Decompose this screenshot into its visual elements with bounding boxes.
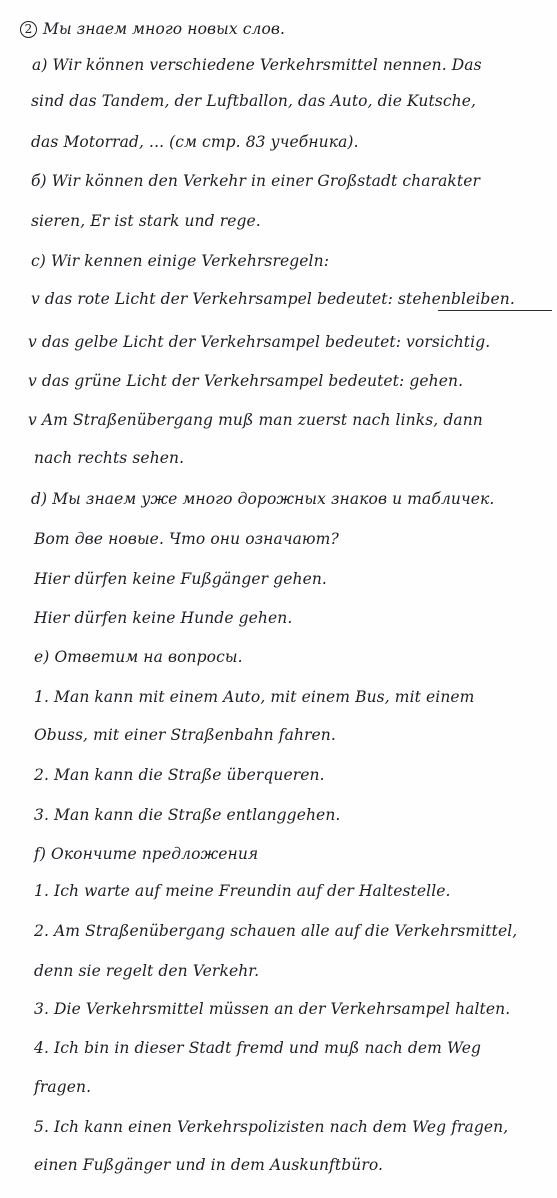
text-line-2: sind das Tandem, der Luftballon, das Auto, die Kutsche, [31, 92, 476, 110]
text-line-6: c) Wir kennen einige Verkehrsregeln: [31, 252, 330, 270]
text-line-29: einen Fußgänger und in dem Auskunftbüro. [34, 1156, 384, 1174]
text-line-17: 1. Man kann mit einem Auto, mit einem Bus, mit einem [34, 688, 475, 706]
text-line-13: Вот две новые. Что они означают? [34, 530, 339, 548]
text-line-28: 5. Ich kann einen Verkehrspolizisten nach dem Weg fragen, [34, 1118, 509, 1136]
text-line-1: a) Wir können verschiedene Verkehrsmittel nennen. Das [32, 56, 482, 74]
text-line-26: 4. Ich bin in dieser Stadt fremd und muß nach dem Weg [34, 1039, 482, 1057]
text-line-24: denn sie regelt den Verkehr. [34, 962, 260, 980]
text-line-3: das Motorrad, ... (см стр. 83 учебника). [31, 133, 359, 151]
text-line-21: f) Окончите предложения [34, 845, 259, 863]
text-line-8: v das gelbe Licht der Verkehrsampel bedeutet: vorsichtig. [28, 333, 491, 351]
heading-text: Мы знаем много новых слов. [43, 20, 286, 38]
circled-number: 2 [20, 21, 37, 38]
text-line-5: sieren, Er ist stark und rege. [31, 212, 261, 230]
text-line-20: 3. Man kann die Straße entlanggehen. [34, 806, 341, 824]
text-line-12: d) Мы знаем уже много дорожных знаков и табличек. [31, 490, 495, 508]
text-line-4: б) Wir können den Verkehr in einer Großstadt charakter [31, 172, 481, 190]
text-line-22: 1. Ich warte auf meine Freundin auf der Haltestelle. [34, 882, 451, 900]
text-line-25: 3. Die Verkehrsmittel müssen an der Verkehrsampel halten. [34, 1000, 511, 1018]
text-line-16: e) Ответим на вопросы. [34, 648, 243, 666]
text-line-19: 2. Man kann die Straße überqueren. [34, 766, 325, 784]
underline-rule [438, 310, 552, 311]
text-line-14: Hier dürfen keine Fußgänger gehen. [34, 570, 327, 588]
text-line-27: fragen. [34, 1078, 92, 1096]
text-line-11: nach rechts sehen. [34, 449, 185, 467]
text-line-23: 2. Am Straßenübergang schauen alle auf die Verkehrsmittel, [34, 922, 518, 940]
text-line-9: v das grüne Licht der Verkehrsampel bedeutet: gehen. [28, 372, 464, 390]
text-line-7: v das rote Licht der Verkehrsampel bedeutet: stehenbleiben. [31, 290, 515, 308]
text-line-15: Hier dürfen keine Hunde gehen. [34, 609, 293, 627]
text-line-18: Obuss, mit einer Straßenbahn fahren. [34, 726, 336, 744]
worksheet-heading [20, 20, 285, 38]
text-line-10: v Am Straßenübergang muß man zuerst nach links, dann [28, 411, 483, 429]
